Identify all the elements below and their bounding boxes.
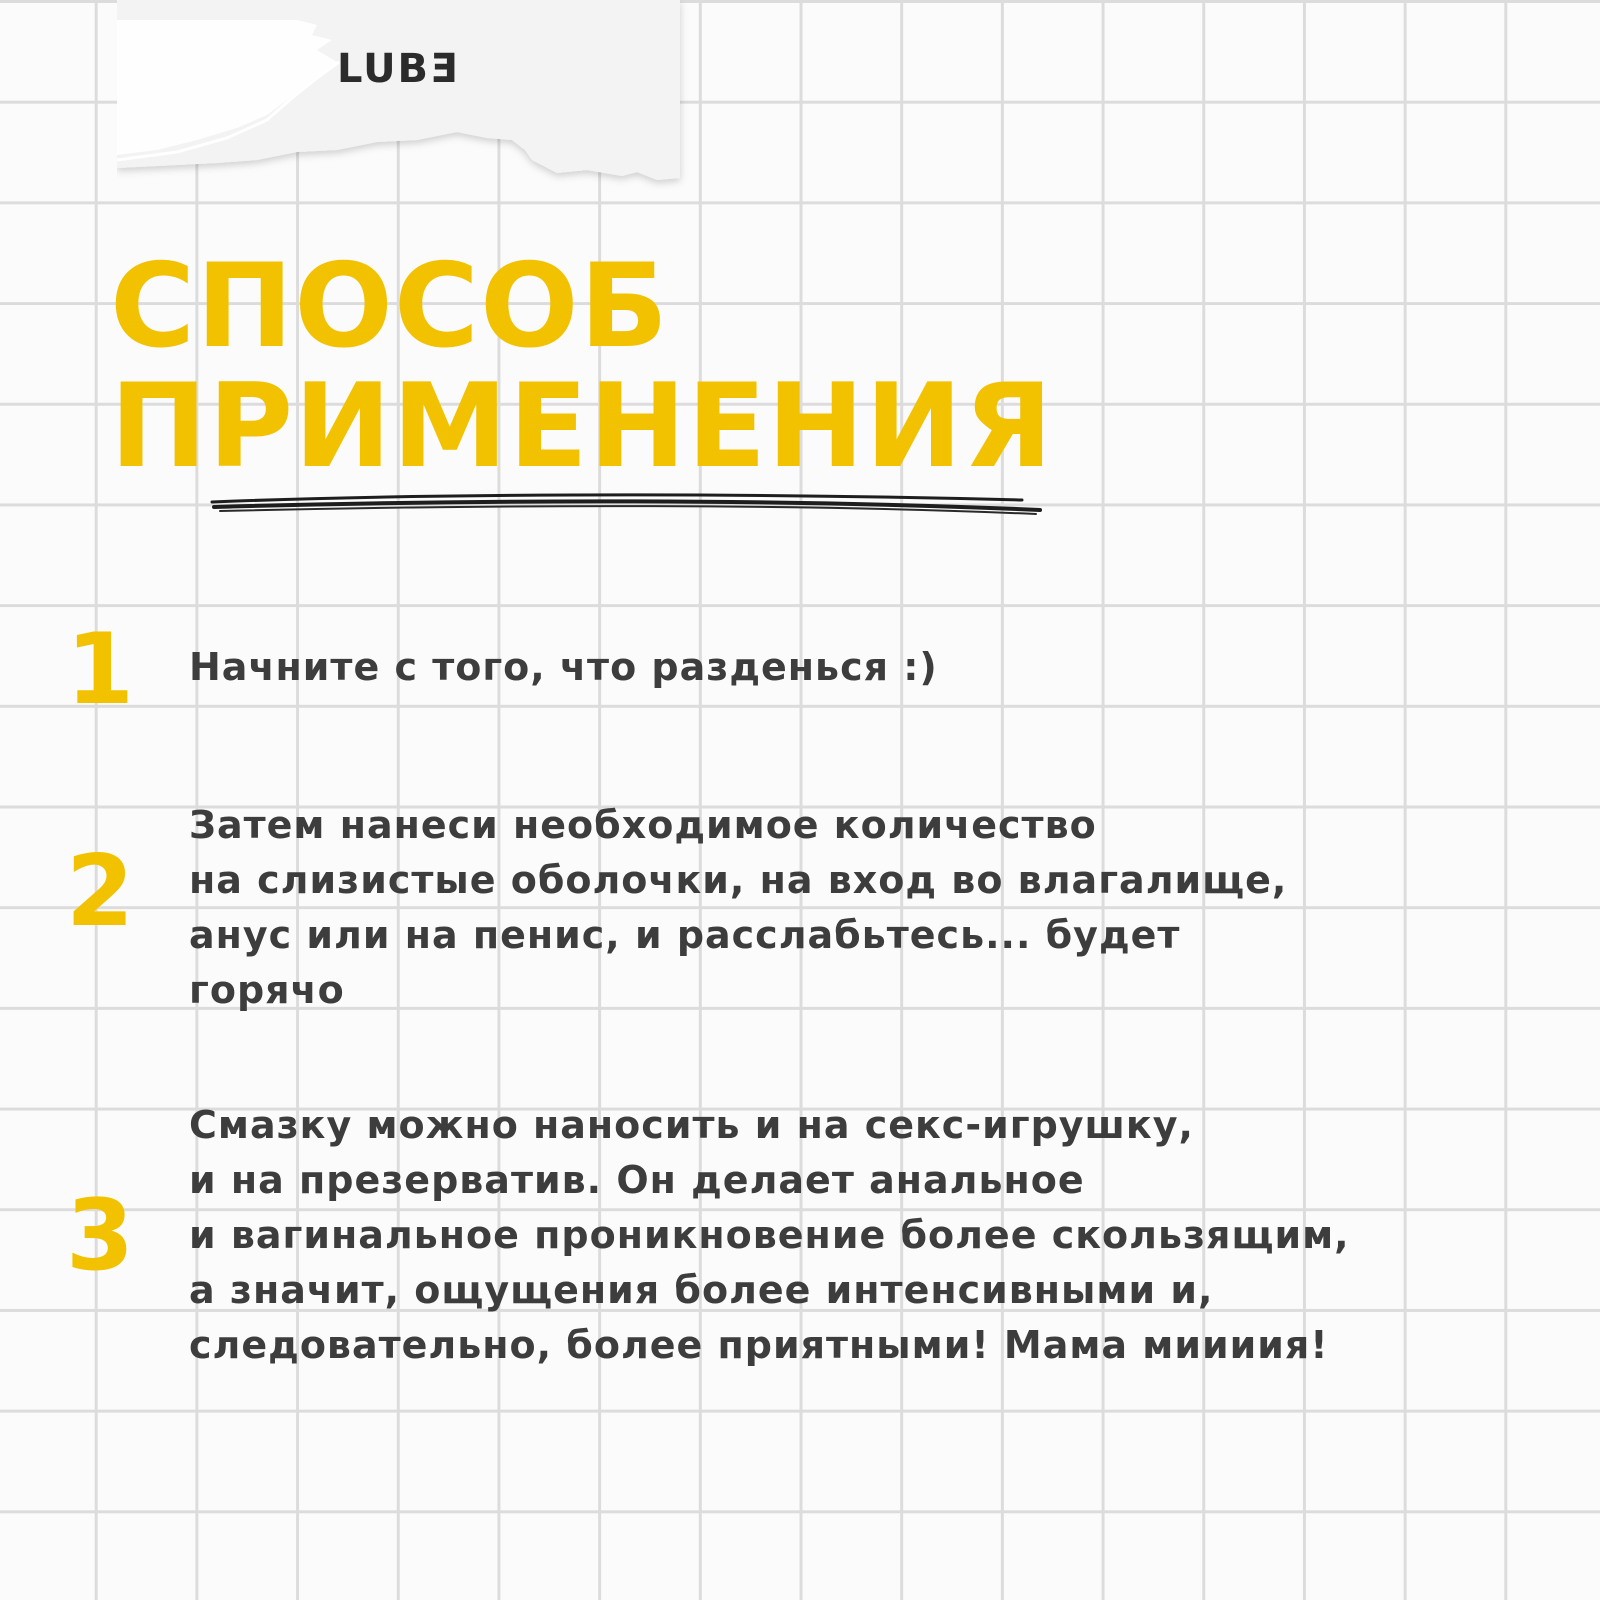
- step-2-line: анус или на пенис, и расслабьтесь... будет: [189, 913, 1181, 957]
- step-3-line: и на презерватив. Он делает анальное: [189, 1158, 1085, 1202]
- step-3-line: Смазку можно наносить и на секс-игрушку,: [189, 1103, 1194, 1147]
- step-3-line: следовательно, более приятными! Мама миииия!: [189, 1323, 1329, 1367]
- page-title: [110, 239, 1054, 494]
- step-1-line: Начните с того, что разденься :): [189, 645, 938, 689]
- step-text-1: [189, 640, 1579, 695]
- brand-logo: LUBƎ: [337, 46, 460, 92]
- step-2-line: на слизистые оболочки, на вход во влагалище,: [189, 858, 1288, 902]
- step-text-2: [189, 798, 1579, 1018]
- step-number-1: 1: [65, 613, 135, 727]
- step-text-3: [189, 1098, 1579, 1373]
- step-number-2: 2: [65, 835, 135, 949]
- torn-paper-icon: [117, 0, 697, 190]
- title-line-2: ПРИМЕНЕНИЯ: [110, 359, 1054, 494]
- step-3-line: и вагинальное проникновение более скользящим,: [189, 1213, 1350, 1257]
- step-number-3: 3: [65, 1179, 135, 1293]
- step-2-line: горячо: [189, 968, 345, 1012]
- title-line-1: СПОСОБ: [110, 239, 669, 374]
- brush-underline-icon: [210, 490, 1050, 520]
- torn-paper-note: [117, 0, 695, 178]
- step-3-line: а значит, ощущения более интенсивными и,: [189, 1268, 1214, 1312]
- step-2-line: Затем нанеси необходимое количество: [189, 803, 1097, 847]
